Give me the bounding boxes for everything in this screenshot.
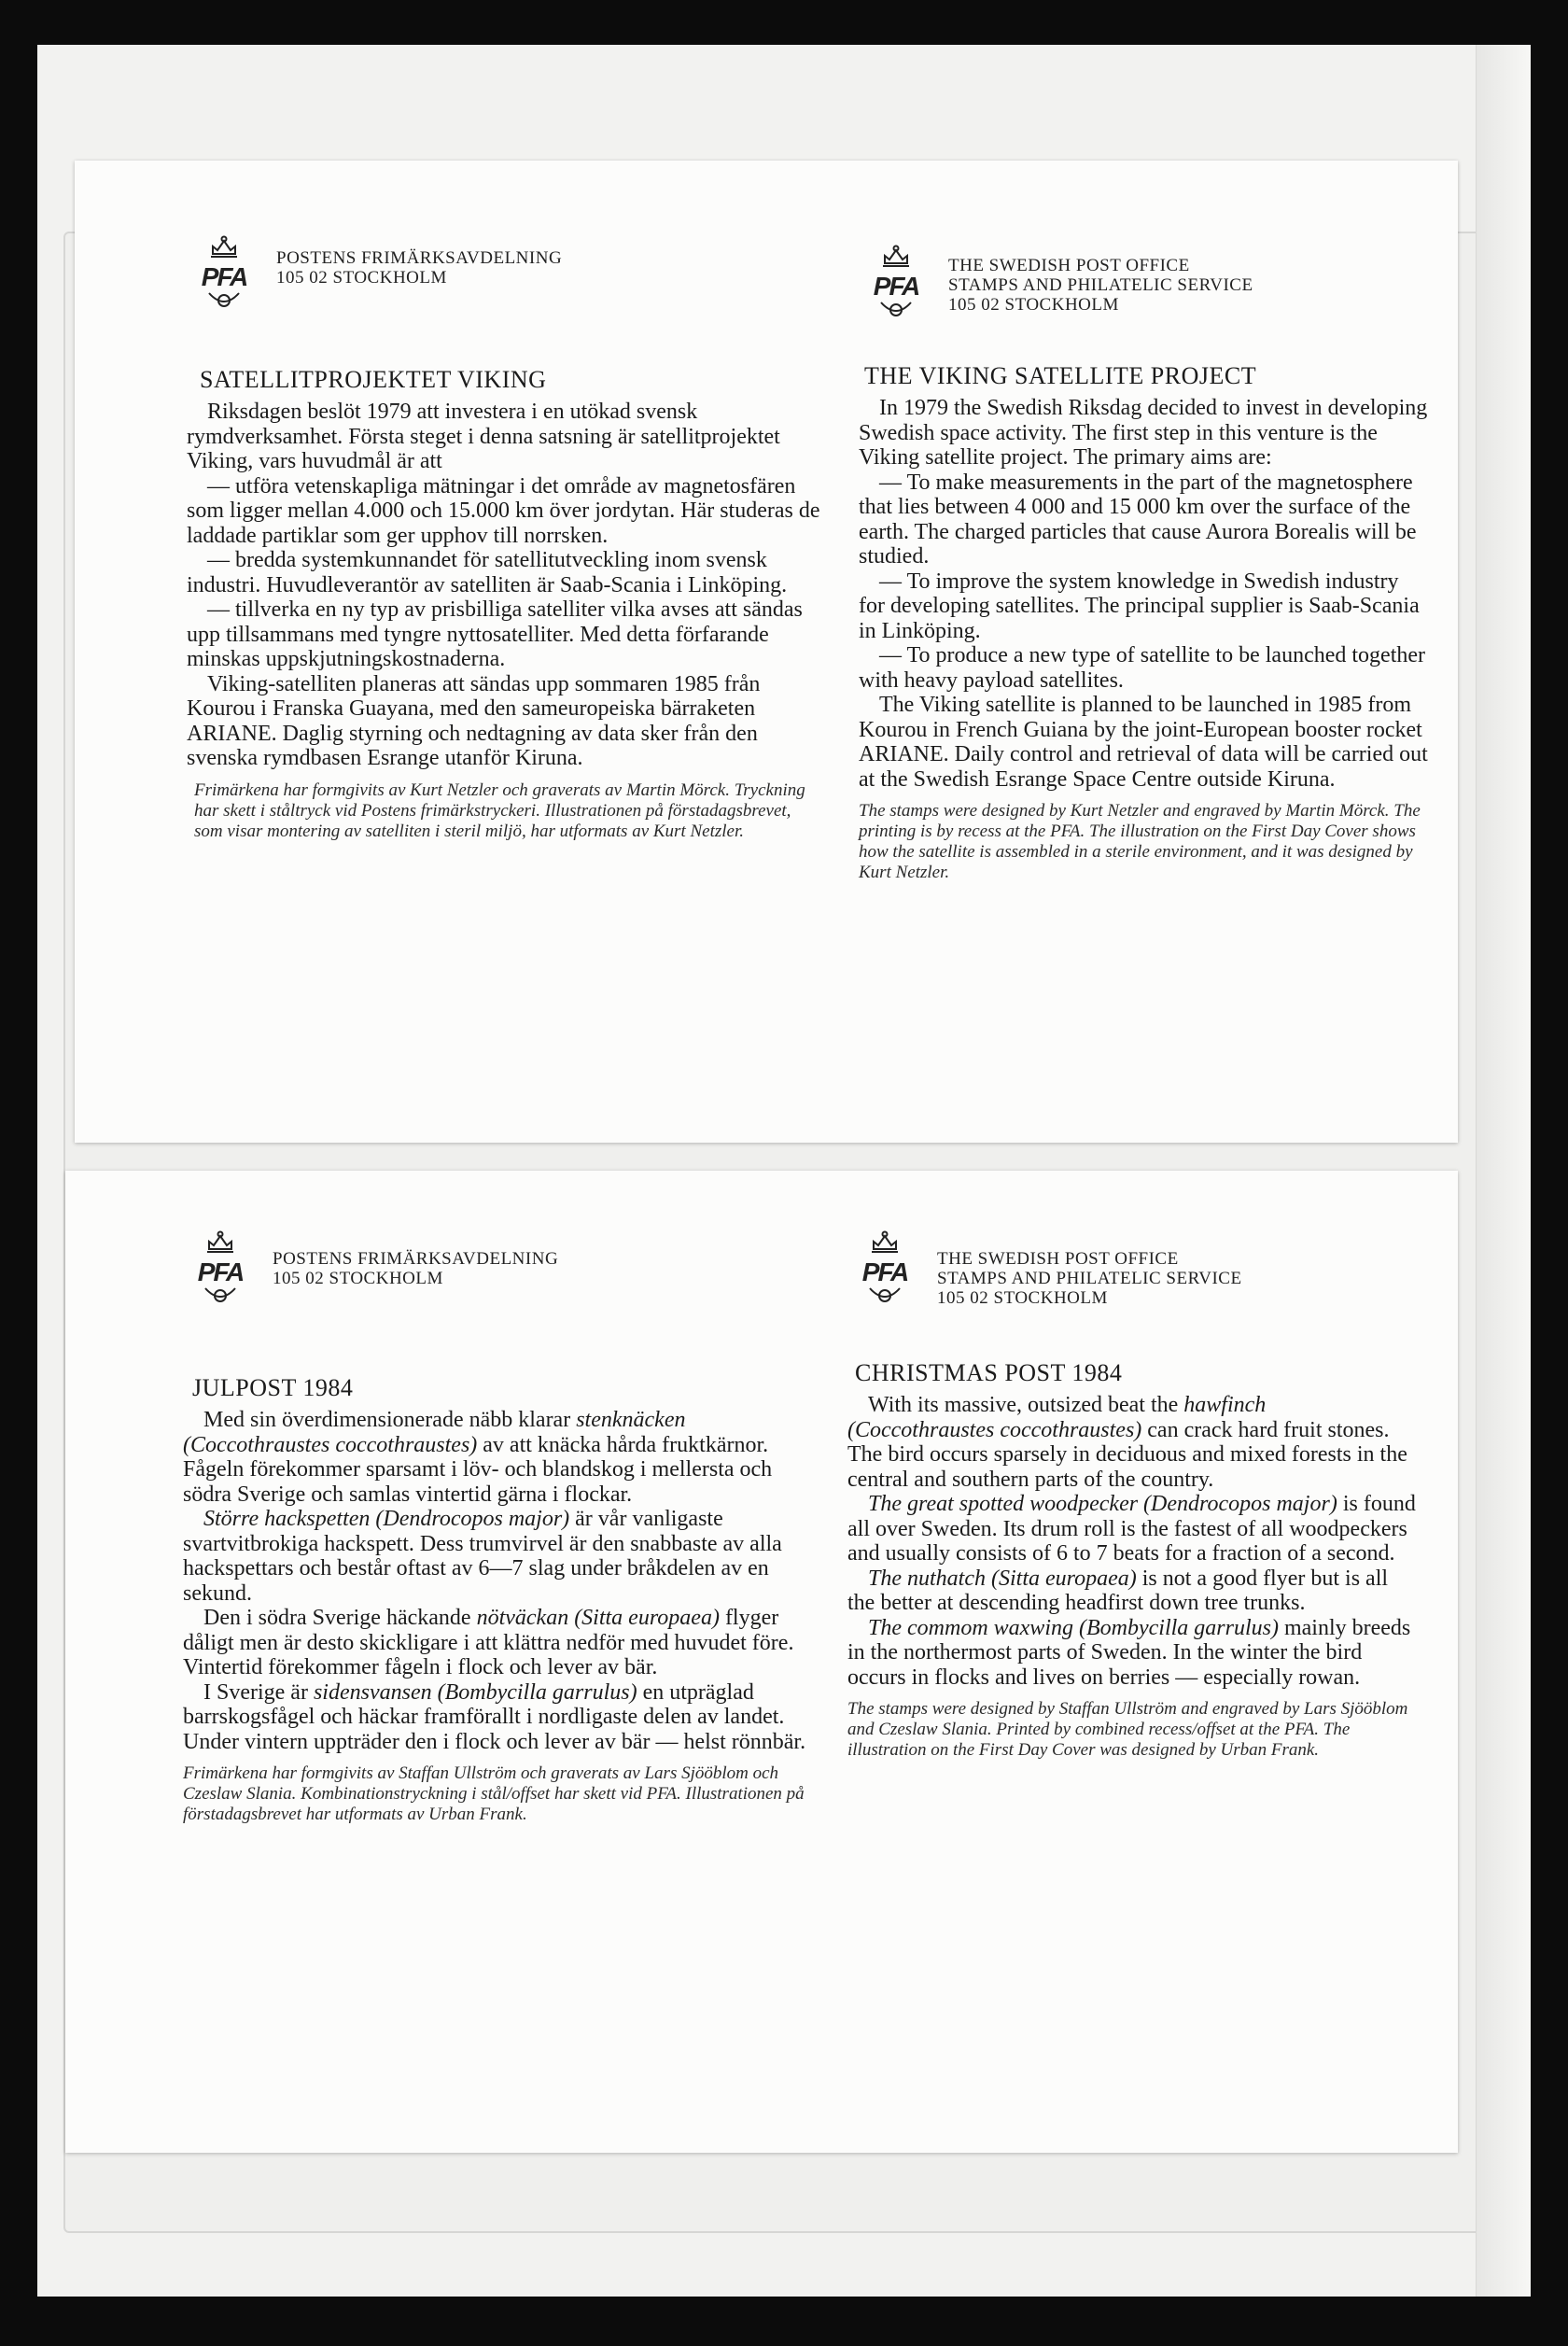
svg-text:PFA: PFA [873, 272, 919, 301]
header [183, 1229, 808, 1313]
sender-address: THE SWEDISH POST OFFICE STAMPS AND PHILATELIC SERVICE 105 02 STOCKHOLM [937, 1249, 1242, 1308]
body-text: Riksdagen beslöt 1979 att investera i en utökad svensk rymdverksamhet. Första steget i denna satsning är satellitprojektet Viking, vars huvudmål är att — utföra vetenskapliga mätningar i det område av magnetosfären som ligger mellan 4.000 och 15.000 km över jordytan. Här studeras de laddade partiklar som ger upphov till norrsken. — bredda systemkunnandet för satellitutveckling inom svensk industri. Huvudleverantör av satelliten är Saab-Scania i Linköping. — tillverka en ny typ av prisbilliga satelliter vilka avses att sändas upp tillsammans med tyngre nyttosatelliter. Med detta förfarande minskas uppskjutningskostnaderna. Viking-satelliten planeras att sändas upp sommaren 1985 från Kourou i Franska Guayana, med den sameuropeiska bärraketen ARIANE. Daglig styrning och nedtagning av data sker från den svenska rymdbasen Esrange utanför Kiruna. [187, 400, 820, 770]
header [847, 1229, 1417, 1313]
pfa-logo-icon [847, 1229, 922, 1311]
svg-text:PFA: PFA [197, 1257, 244, 1286]
body-text: With its massive, outsized beat the hawfinch (Coccothraustes coccothraustes) can crack hard fruit stones. The bird occurs sparsely in deciduous and mixed forests in the central and southern parts of the country. The great spotted woodpecker (Dendrocopos major) is found all over Sweden. Its drum roll is the fastest of all woodpeckers and usually consists of 6 to 7 beats for a fraction of a second. The nuthatch (Sitta europaea) is not a good flyer but is all the better at descending headfirst down tree trunks. The commom waxwing (Bombycilla garrulus) mainly breeds in the northermost parts of Sweden. In the winter the bird occurs in flocks and lives on berries — especially rowan. [847, 1393, 1416, 1690]
pfa-logo-icon [187, 233, 261, 316]
svg-text:PFA: PFA [861, 1257, 908, 1286]
sheet-title: SATELLITPROJEKTET VIKING [200, 366, 547, 393]
header [187, 233, 821, 317]
sheet-title: CHRISTMAS POST 1984 [855, 1359, 1123, 1386]
sheet-title: JULPOST 1984 [192, 1374, 354, 1401]
stamp-credit: Frimärkena har formgivits av Staffan Ullström och graverats av Lars Sjööblom och Czeslaw Slania. Kombinationstryckning i stål/offset har skett vid PFA. Illustrationen på förstadagsbrevet har utformats av Urban Frank. [183, 1763, 805, 1824]
pfa-logo-icon [183, 1229, 258, 1311]
swedish-column-julpost [183, 1229, 808, 1825]
stamp-credit: The stamps were designed by Kurt Netzler and engraved by Martin Mörck. The printing is by recess at the PFA. The illustration on the First Day Cover shows how the satellite is assembled in a sterile environment, and it was designed by Kurt Netzler. [859, 801, 1421, 882]
sender-address: POSTENS FRIMÄRKSAVDELNING 105 02 STOCKHOLM [276, 248, 563, 288]
english-column-christmas [847, 1229, 1417, 1761]
header [859, 243, 1428, 327]
sender-address: THE SWEDISH POST OFFICE STAMPS AND PHILATELIC SERVICE 105 02 STOCKHOLM [948, 256, 1253, 315]
christmas-info-sheet [65, 1171, 1458, 2153]
body-text: Med sin överdimensionerade näbb klarar stenknäcken (Coccothraustes coccothraustes) av att knäcka hårda fruktkärnor. Fågeln förekommer sparsamt i löv- och blandskog i mellersta och södra Sverige och samlas vintertid gärna i flockar. Större hackspetten (Dendrocopos major) är vår vanligaste svartvitbrokiga hackspett. Dess trumvirvel är den snabbaste av alla hackspettars och består oftast av 6—7 slag under bråkdelen av en sekund. Den i södra Sverige häckande nötväckan (Sitta europaea) flyger dåligt men är desto skickligare i att klättra nedför med huvudet före. Vintertid förekommer fågeln i flock och lever av bär. I Sverige är sidensvansen (Bombycilla garrulus) en utpräglad barrskogsfågel och häckar framförallt i nordligaste delen av landet. Under vintern uppträder den i flock och lever av bär — helst rönnbär. [183, 1408, 806, 1754]
album-spine [1476, 45, 1531, 2297]
body-text: In 1979 the Swedish Riksdag decided to invest in developing Swedish space activity. The first step in this venture is the Viking satellite project. The primary aims are: — To make measurements in the part of the magnetosphere that lies between 4 000 and 15 000 km over the surface of the earth. The charged particles that cause Aurora Borealis will be studied. — To improve the system knowledge in Swedish industry for developing satellites. The principal supplier is Saab-Scania in Linköping. — To produce a new type of satellite to be launched together with heavy payload satellites. The Viking satellite is planned to be launched in 1985 from Kourou in French Guiana by the joint-European booster rocket ARIANE. Daily control and retrieval of data will be carried out at the Swedish Esrange Space Centre outside Kiruna. [859, 396, 1428, 792]
stamp-credit: Frimärkena har formgivits av Kurt Netzler och graverats av Martin Mörck. Tryckning har skett i ståltryck vid Postens frimärkstryckeri. Illustrationen på förstadagsbrevet, som visar montering av satelliten i steril miljö, har utformats av Kurt Netzler. [194, 780, 805, 841]
pfa-logo-icon [859, 243, 933, 325]
svg-text:PFA: PFA [201, 262, 247, 291]
stamp-credit: The stamps were designed by Staffan Ullström and engraved by Lars Sjööblom and Czeslaw Slania. Printed by combined recess/offset at the PFA. The illustration on the First Day Cover was designed by Urban Frank. [847, 1699, 1408, 1760]
viking-info-sheet [75, 161, 1458, 1143]
sheet-title: THE VIKING SATELLITE PROJECT [864, 362, 1257, 389]
swedish-column-viking [187, 233, 821, 842]
english-column-viking [859, 243, 1428, 883]
sender-address: POSTENS FRIMÄRKSAVDELNING 105 02 STOCKHOLM [273, 1249, 559, 1288]
